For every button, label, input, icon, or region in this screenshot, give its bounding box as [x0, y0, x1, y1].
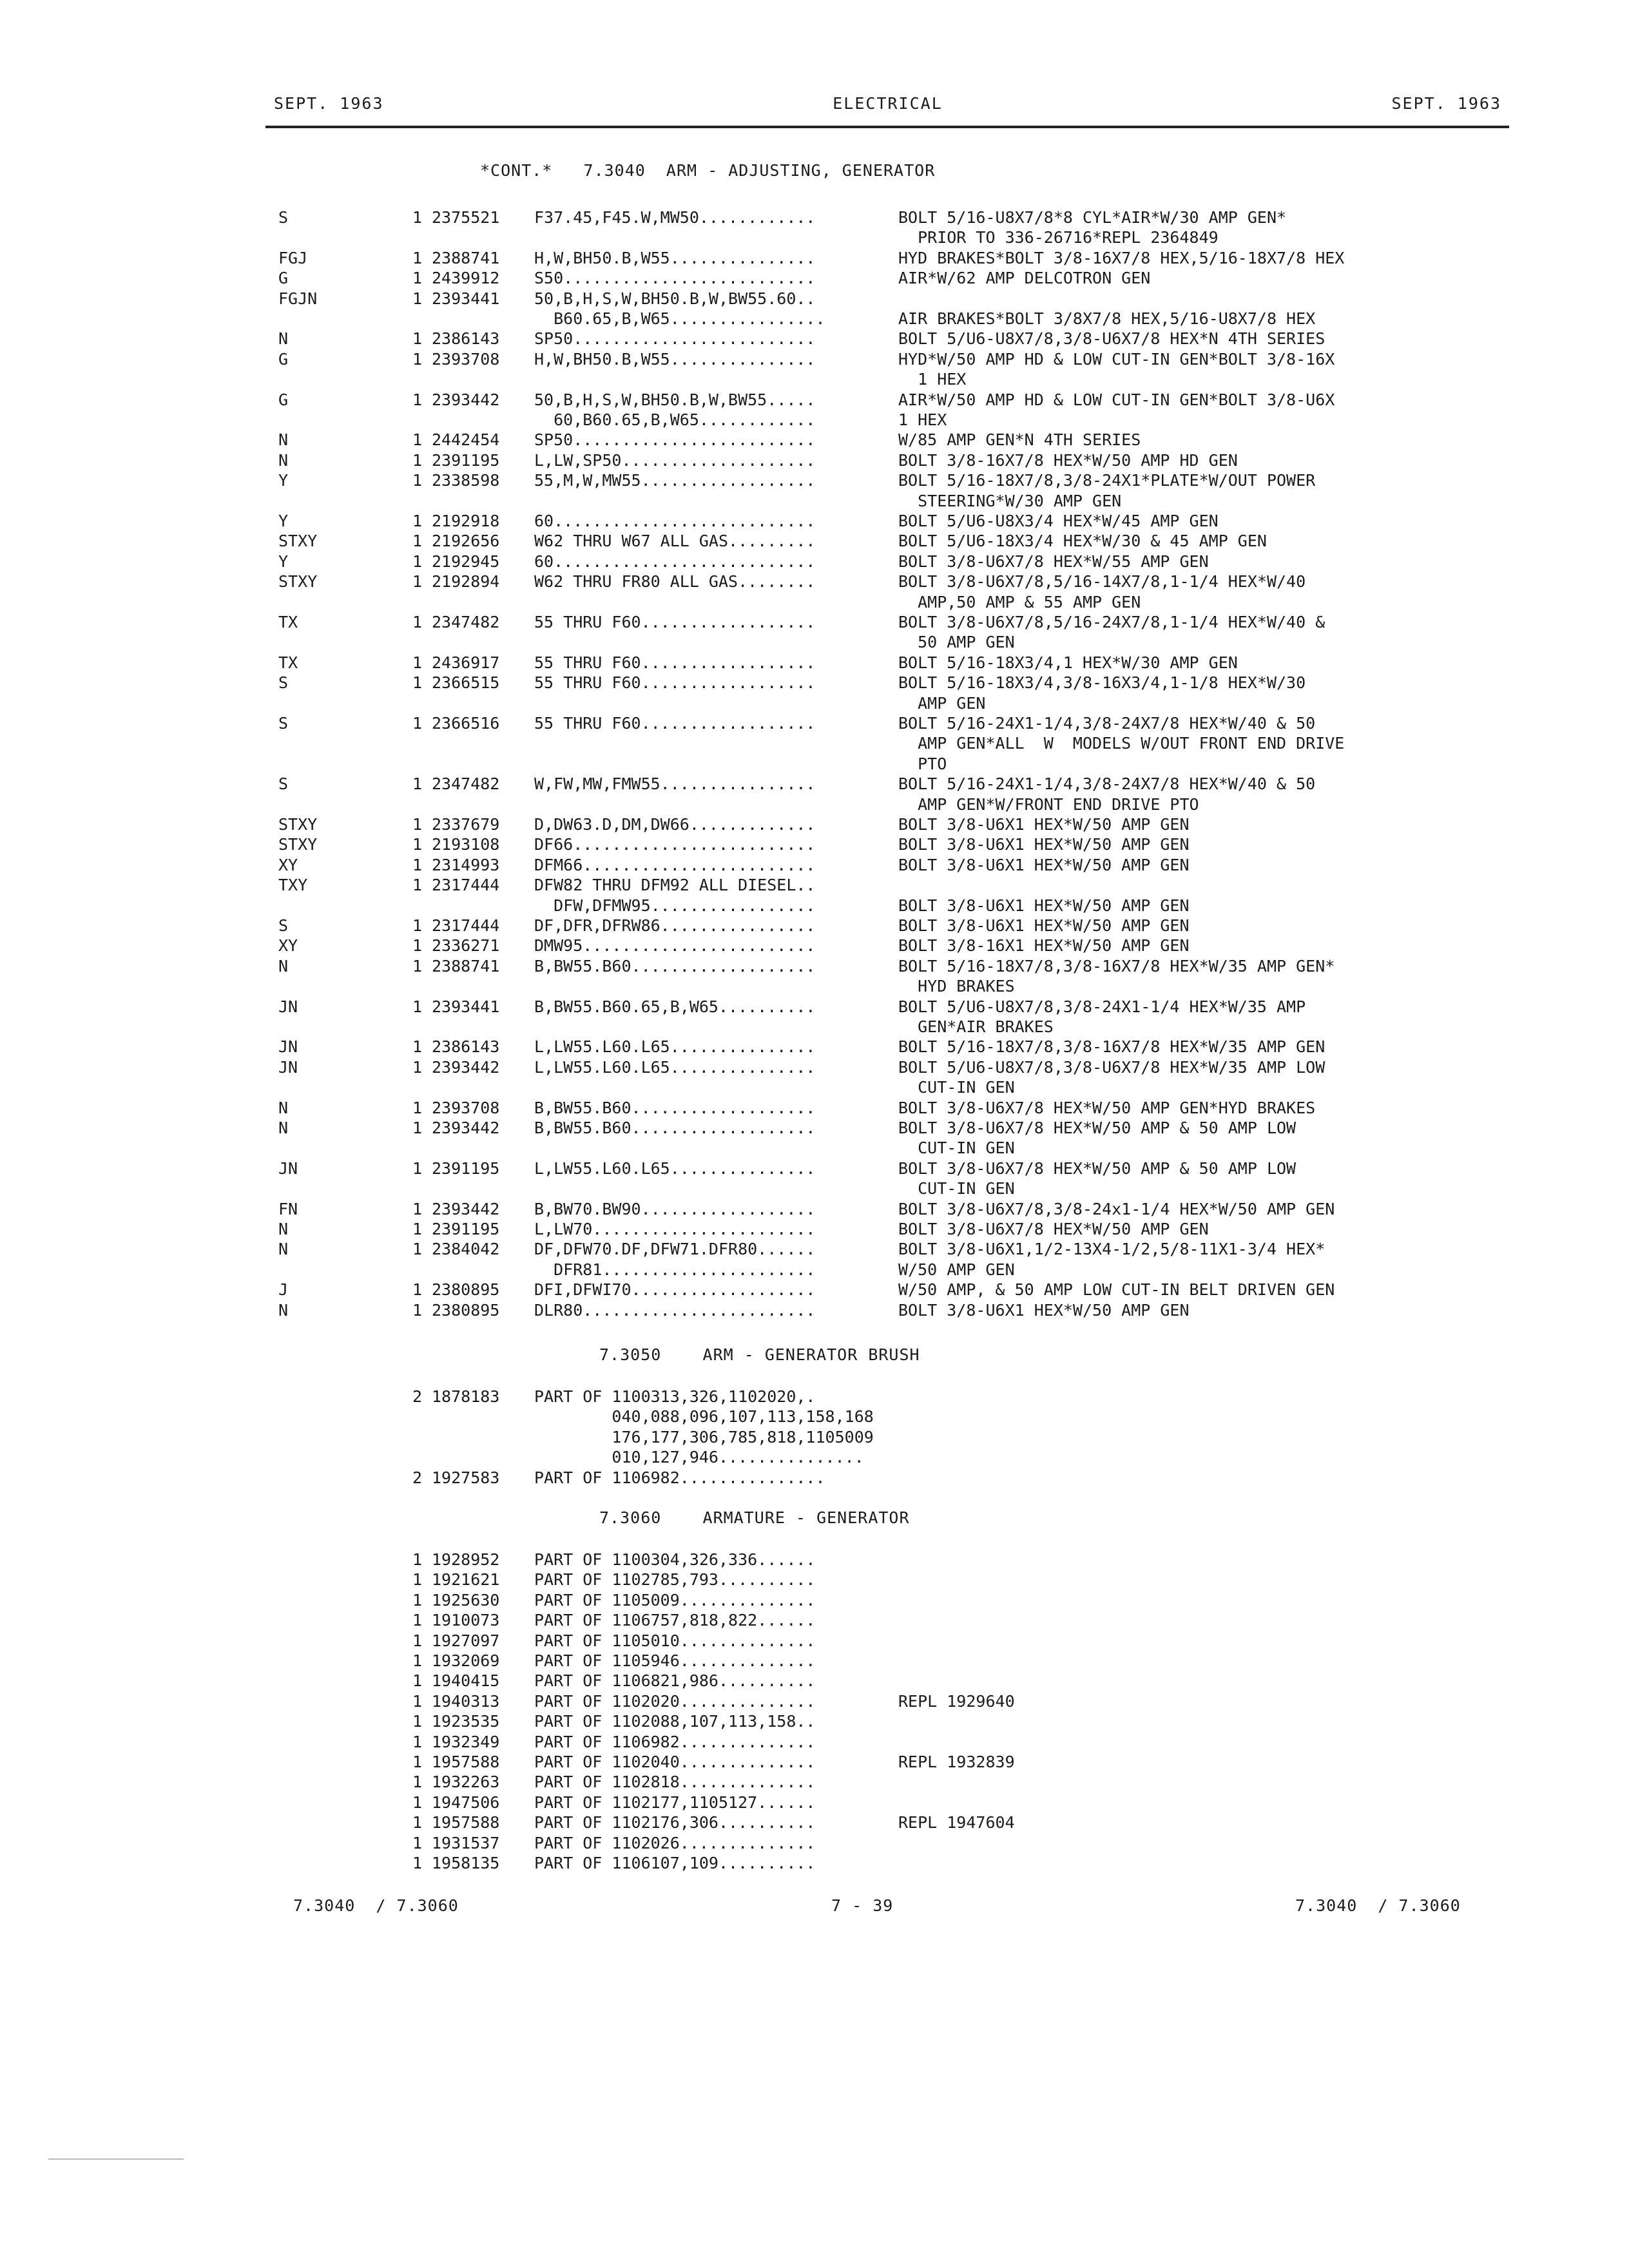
page-number: 7 - 39: [831, 1896, 894, 1915]
description: 1 HEX: [898, 370, 967, 389]
model-code: JN: [278, 1159, 298, 1178]
description: BOLT 3/8-U6X1 HEX*W/50 AMP GEN: [898, 1301, 1190, 1320]
quantity: 1: [412, 329, 423, 348]
description: BOLT 5/16-24X1-1/4,3/8-24X7/8 HEX*W/40 & 50: [898, 774, 1316, 793]
header-date-left: SEPT. 1963: [274, 94, 384, 113]
quantity: 1: [412, 1753, 423, 1771]
quantity: 1: [412, 1793, 423, 1812]
quantity: 1: [412, 552, 423, 571]
application: PART OF 1102785,793..........: [534, 1570, 816, 1589]
application: PART OF 1105009..............: [534, 1591, 816, 1610]
part-number: 1928952: [432, 1550, 500, 1569]
quantity: 1: [412, 1692, 423, 1711]
application: DF66.........................: [534, 835, 816, 854]
application: PART OF 1102040..............: [534, 1753, 816, 1771]
model-code: J: [278, 1280, 289, 1299]
application: D,DW63.D,DM,DW66.............: [534, 815, 816, 834]
part-number: 2366515: [432, 673, 500, 692]
application: 60...........................: [534, 552, 816, 571]
description: BOLT 3/8-U6X7/8,3/8-24x1-1/4 HEX*W/50 AMP GEN: [898, 1200, 1335, 1218]
part-number: 1940415: [432, 1671, 500, 1690]
quantity: 1: [412, 249, 423, 267]
description: BOLT 3/8-U6X1 HEX*W/50 AMP GEN: [898, 916, 1190, 935]
model-code: XY: [278, 936, 298, 955]
model-code: FGJN: [278, 289, 318, 308]
application: DLR80........................: [534, 1301, 816, 1320]
application: DFR81......................: [534, 1260, 816, 1279]
quantity: 1: [412, 653, 423, 672]
quantity: 1: [412, 936, 423, 955]
description: BOLT 3/8-U6X7/8 HEX*W/50 AMP GEN: [898, 1220, 1209, 1238]
quantity: 1: [412, 1240, 423, 1258]
part-number: 1927097: [432, 1631, 500, 1650]
part-number: 1910073: [432, 1611, 500, 1629]
part-number: 2347482: [432, 613, 500, 631]
model-code: Y: [278, 512, 289, 530]
description: BOLT 3/8-U6X1 HEX*W/50 AMP GEN: [898, 835, 1190, 854]
quantity: 1: [412, 1712, 423, 1731]
application: PART OF 1102026..............: [534, 1834, 816, 1852]
part-number: 2337679: [432, 815, 500, 834]
application: W,FW,MW,FMW55................: [534, 774, 816, 793]
quantity: 2: [412, 1468, 423, 1487]
quantity: 1: [412, 572, 423, 591]
section-title: 7.3050 ARM - GENERATOR BRUSH: [599, 1345, 920, 1364]
model-code: S: [278, 774, 289, 793]
model-code: JN: [278, 1058, 298, 1077]
description: BOLT 3/8-U6X7/8,5/16-24X7/8,1-1/4 HEX*W/40 &: [898, 613, 1325, 631]
quantity: 1: [412, 1220, 423, 1238]
part-number: 1957588: [432, 1753, 500, 1771]
header-rule: [265, 126, 1509, 128]
part-number: 2391195: [432, 451, 500, 470]
application: W62 THRU W67 ALL GAS.........: [534, 532, 816, 550]
model-code: N: [278, 329, 289, 348]
quantity: 1: [412, 1159, 423, 1178]
scan-mark: [48, 2158, 184, 2160]
description: BOLT 5/16-18X7/8,3/8-16X7/8 HEX*W/35 AMP GEN: [898, 1037, 1325, 1056]
part-number: 1957588: [432, 1813, 500, 1832]
model-code: STXY: [278, 532, 318, 550]
description: BOLT 3/8-U6X1 HEX*W/50 AMP GEN: [898, 896, 1190, 915]
model-code: FN: [278, 1200, 298, 1218]
quantity: 1: [412, 1813, 423, 1832]
application: DMW95........................: [534, 936, 816, 955]
application: PART OF 1102818..............: [534, 1773, 816, 1791]
description: PRIOR TO 336-26716*REPL 2364849: [898, 228, 1219, 247]
application: 50,B,H,S,W,BH50.B,W,BW55.....: [534, 390, 816, 409]
application: DFI,DFWI70...................: [534, 1280, 816, 1299]
description: BOLT 3/8-U6X7/8 HEX*W/50 AMP & 50 AMP LOW: [898, 1119, 1296, 1137]
quantity: 1: [412, 289, 423, 308]
description: AIR BRAKES*BOLT 3/8X7/8 HEX,5/16-U8X7/8 HEX: [898, 309, 1316, 328]
application: 60,B60.65,B,W65............: [534, 410, 816, 429]
part-number: 2317444: [432, 916, 500, 935]
part-number: 2436917: [432, 653, 500, 672]
part-number: 2391195: [432, 1220, 500, 1238]
quantity: 1: [412, 390, 423, 409]
model-code: S: [278, 916, 289, 935]
section-title: 7.3060 ARMATURE - GENERATOR: [599, 1508, 910, 1527]
quantity: 1: [412, 1631, 423, 1650]
description: 1 HEX: [898, 410, 947, 429]
part-number: 1921621: [432, 1570, 500, 1589]
model-code: N: [278, 1099, 289, 1117]
description: BOLT 3/8-U6X1 HEX*W/50 AMP GEN: [898, 815, 1190, 834]
description: AMP GEN: [898, 694, 986, 713]
description: BOLT 3/8-U6X1,1/2-13X4-1/2,5/8-11X1-3/4 HEX*: [898, 1240, 1325, 1258]
description: BOLT 5/U6-U8X7/8,3/8-U6X7/8 HEX*N 4TH SERIES: [898, 329, 1325, 348]
application: L,LW70.......................: [534, 1220, 816, 1238]
header-date-right: SEPT. 1963: [1391, 94, 1501, 113]
description: AIR*W/62 AMP DELCOTRON GEN: [898, 269, 1151, 287]
application: 50,B,H,S,W,BH50.B,W,BW55.60..: [534, 289, 816, 308]
application: 55 THRU F60..................: [534, 613, 816, 631]
application: L,LW55.L60.L65...............: [534, 1058, 816, 1077]
model-code: N: [278, 1119, 289, 1137]
quantity: 1: [412, 208, 423, 227]
part-number: 2393442: [432, 1200, 500, 1218]
quantity: 1: [412, 774, 423, 793]
application: H,W,BH50.B,W55...............: [534, 350, 816, 369]
model-code: JN: [278, 1037, 298, 1056]
description: BOLT 5/16-18X3/4,1 HEX*W/30 AMP GEN: [898, 653, 1238, 672]
part-number: 2393708: [432, 350, 500, 369]
application: 55 THRU F60..................: [534, 673, 816, 692]
description: BOLT 5/16-18X7/8,3/8-24X1*PLATE*W/OUT POWER: [898, 471, 1316, 490]
model-code: S: [278, 714, 289, 733]
model-code: S: [278, 208, 289, 227]
model-code: N: [278, 957, 289, 975]
description: W/85 AMP GEN*N 4TH SERIES: [898, 430, 1141, 449]
part-number: 2384042: [432, 1240, 500, 1258]
part-number: 1932069: [432, 1651, 500, 1670]
part-number: 2393708: [432, 1099, 500, 1117]
quantity: 1: [412, 1733, 423, 1751]
quantity: 1: [412, 1550, 423, 1569]
section-title: *CONT.* 7.3040 ARM - ADJUSTING, GENERATOR: [480, 161, 936, 180]
model-code: STXY: [278, 572, 318, 591]
part-number: 2393441: [432, 997, 500, 1016]
application: 040,088,096,107,113,158,168: [534, 1407, 874, 1426]
header-section-title: ELECTRICAL: [833, 94, 943, 113]
part-number: 1932349: [432, 1733, 500, 1751]
part-number: 2388741: [432, 957, 500, 975]
application: 010,127,946...............: [534, 1448, 864, 1466]
model-code: N: [278, 1220, 289, 1238]
application: B,BW55.B60...................: [534, 957, 816, 975]
description: AIR*W/50 AMP HD & LOW CUT-IN GEN*BOLT 3/8-U6X: [898, 390, 1335, 409]
application: PART OF 1102088,107,113,158..: [534, 1712, 816, 1731]
application: F37.45,F45.W,MW50............: [534, 208, 816, 227]
quantity: 1: [412, 1037, 423, 1056]
description: CUT-IN GEN: [898, 1078, 1015, 1097]
part-number: 2388741: [432, 249, 500, 267]
quantity: 1: [412, 613, 423, 631]
application: 55 THRU F60..................: [534, 653, 816, 672]
description: CUT-IN GEN: [898, 1179, 1015, 1198]
part-number: 2386143: [432, 329, 500, 348]
application: PART OF 1102177,1105127......: [534, 1793, 816, 1812]
model-code: Y: [278, 552, 289, 571]
description: BOLT 3/8-U6X7/8 HEX*W/55 AMP GEN: [898, 552, 1209, 571]
application: L,LW55.L60.L65...............: [534, 1159, 816, 1178]
application: PART OF 1102176,306..........: [534, 1813, 816, 1832]
part-number: 1925630: [432, 1591, 500, 1610]
quantity: 1: [412, 1773, 423, 1791]
quantity: 1: [412, 856, 423, 874]
model-code: TX: [278, 613, 298, 631]
application: PART OF 1100304,326,336......: [534, 1550, 816, 1569]
model-code: S: [278, 673, 289, 692]
model-code: N: [278, 451, 289, 470]
application: W62 THRU FR80 ALL GAS........: [534, 572, 816, 591]
part-number: 2380895: [432, 1301, 500, 1320]
part-number: 1932263: [432, 1773, 500, 1791]
part-number: 2192656: [432, 532, 500, 550]
quantity: 1: [412, 997, 423, 1016]
part-number: 2393441: [432, 289, 500, 308]
description: REPL 1947604: [898, 1813, 1015, 1832]
application: B,BW55.B60...................: [534, 1119, 816, 1137]
application: DFM66........................: [534, 856, 816, 874]
description: STEERING*W/30 AMP GEN: [898, 492, 1122, 510]
part-number: 2336271: [432, 936, 500, 955]
application: DF,DFR,DFRW86................: [534, 916, 816, 935]
application: DF,DFW70.DF,DFW71.DFR80......: [534, 1240, 816, 1258]
quantity: 1: [412, 1119, 423, 1137]
page-footer: [0, 1896, 1629, 1918]
application: L,LW55.L60.L65...............: [534, 1037, 816, 1056]
description: BOLT 3/8-16X1 HEX*W/50 AMP GEN: [898, 936, 1190, 955]
description: AMP,50 AMP & 55 AMP GEN: [898, 593, 1141, 611]
description: BOLT 5/16-18X7/8,3/8-16X7/8 HEX*W/35 AMP GEN*: [898, 957, 1335, 975]
application: PART OF 1106821,986..........: [534, 1671, 816, 1690]
quantity: 1: [412, 1854, 423, 1872]
description: 50 AMP GEN: [898, 633, 1015, 651]
description: AMP GEN*ALL W MODELS W/OUT FRONT END DRIVE: [898, 734, 1345, 753]
quantity: 1: [412, 876, 423, 894]
model-code: TX: [278, 653, 298, 672]
model-code: G: [278, 350, 289, 369]
model-code: STXY: [278, 835, 318, 854]
quantity: 1: [412, 532, 423, 550]
description: BOLT 3/8-U6X7/8 HEX*W/50 AMP & 50 AMP LOW: [898, 1159, 1296, 1178]
application: 55 THRU F60..................: [534, 714, 816, 733]
footer-range-left: 7.3040 / 7.3060: [293, 1896, 459, 1915]
application: PART OF 1106982..............: [534, 1733, 816, 1751]
application: B,BW55.B60.65,B,W65..........: [534, 997, 816, 1016]
model-code: TXY: [278, 876, 308, 894]
quantity: 1: [412, 1058, 423, 1077]
part-number: 2347482: [432, 774, 500, 793]
quantity: 1: [412, 350, 423, 369]
description: REPL 1932839: [898, 1753, 1015, 1771]
part-number: 2393442: [432, 1058, 500, 1077]
quantity: 1: [412, 1834, 423, 1852]
part-number: 2192894: [432, 572, 500, 591]
quantity: 1: [412, 815, 423, 834]
description: BOLT 5/16-U8X7/8*8 CYL*AIR*W/30 AMP GEN*: [898, 208, 1287, 227]
description: HYD*W/50 AMP HD & LOW CUT-IN GEN*BOLT 3/8-16X: [898, 350, 1335, 369]
model-code: JN: [278, 997, 298, 1016]
quantity: 1: [412, 430, 423, 449]
part-number: 1878183: [432, 1387, 500, 1406]
description: BOLT 5/U6-U8X7/8,3/8-U6X7/8 HEX*W/35 AMP LOW: [898, 1058, 1325, 1077]
application: B,BW55.B60...................: [534, 1099, 816, 1117]
description: HYD BRAKES: [898, 977, 1015, 995]
description: REPL 1929640: [898, 1692, 1015, 1711]
model-code: N: [278, 1301, 289, 1320]
description: CUT-IN GEN: [898, 1139, 1015, 1157]
model-code: Y: [278, 471, 289, 490]
description: BOLT 5/16-24X1-1/4,3/8-24X7/8 HEX*W/40 & 50: [898, 714, 1316, 733]
quantity: 1: [412, 1301, 423, 1320]
application: PART OF 1102020..............: [534, 1692, 816, 1711]
footer-range-right: 7.3040 / 7.3060: [1295, 1896, 1461, 1915]
part-number: 2380895: [432, 1280, 500, 1299]
part-number: 2439912: [432, 269, 500, 287]
part-number: 2193108: [432, 835, 500, 854]
description: BOLT 3/8-16X7/8 HEX*W/50 AMP HD GEN: [898, 451, 1238, 470]
quantity: 1: [412, 1200, 423, 1218]
part-number: 1931537: [432, 1834, 500, 1852]
part-number: 1927583: [432, 1468, 500, 1487]
description: HYD BRAKES*BOLT 3/8-16X7/8 HEX,5/16-18X7/8 HEX: [898, 249, 1345, 267]
part-number: 2366516: [432, 714, 500, 733]
quantity: 1: [412, 269, 423, 287]
quantity: 2: [412, 1387, 423, 1406]
model-code: N: [278, 1240, 289, 1258]
description: BOLT 5/16-18X3/4,3/8-16X3/4,1-1/8 HEX*W/30: [898, 673, 1306, 692]
application: SP50.........................: [534, 430, 816, 449]
quantity: 1: [412, 916, 423, 935]
quantity: 1: [412, 1099, 423, 1117]
model-code: FGJ: [278, 249, 308, 267]
description: BOLT 3/8-U6X1 HEX*W/50 AMP GEN: [898, 856, 1190, 874]
description: BOLT 3/8-U6X7/8,5/16-14X7/8,1-1/4 HEX*W/40: [898, 572, 1306, 591]
part-number: 1958135: [432, 1854, 500, 1872]
quantity: 1: [412, 1611, 423, 1629]
description: AMP GEN*W/FRONT END DRIVE PTO: [898, 795, 1199, 814]
part-number: 2192918: [432, 512, 500, 530]
quantity: 1: [412, 512, 423, 530]
model-code: G: [278, 390, 289, 409]
application: DFW82 THRU DFM92 ALL DIESEL..: [534, 876, 816, 894]
model-code: N: [278, 430, 289, 449]
quantity: 1: [412, 1651, 423, 1670]
quantity: 1: [412, 1570, 423, 1589]
quantity: 1: [412, 451, 423, 470]
application: SP50.........................: [534, 329, 816, 348]
quantity: 1: [412, 1671, 423, 1690]
description: BOLT 5/U6-18X3/4 HEX*W/30 & 45 AMP GEN: [898, 532, 1267, 550]
application: PART OF 1105010..............: [534, 1631, 816, 1650]
application: 55,M,W,MW55..................: [534, 471, 816, 490]
model-code: XY: [278, 856, 298, 874]
application: B60.65,B,W65................: [534, 309, 825, 328]
application: DFW,DFMW95.................: [534, 896, 816, 915]
quantity: 1: [412, 471, 423, 490]
application: PART OF 1100313,326,1102020,.: [534, 1387, 816, 1406]
quantity: 1: [412, 957, 423, 975]
part-number: 2192945: [432, 552, 500, 571]
part-number: 2442454: [432, 430, 500, 449]
application: PART OF 1105946..............: [534, 1651, 816, 1670]
part-number: 2317444: [432, 876, 500, 894]
description: BOLT 3/8-U6X7/8 HEX*W/50 AMP GEN*HYD BRAKES: [898, 1099, 1316, 1117]
model-code: STXY: [278, 815, 318, 834]
application: PART OF 1106107,109..........: [534, 1854, 816, 1872]
part-number: 2393442: [432, 1119, 500, 1137]
part-number: 2314993: [432, 856, 500, 874]
quantity: 1: [412, 714, 423, 733]
part-number: 1923535: [432, 1712, 500, 1731]
application: 60...........................: [534, 512, 816, 530]
description: BOLT 5/U6-U8X7/8,3/8-24X1-1/4 HEX*W/35 AMP: [898, 997, 1306, 1016]
part-number: 2338598: [432, 471, 500, 490]
application: PART OF 1106982...............: [534, 1468, 825, 1487]
application: PART OF 1106757,818,822......: [534, 1611, 816, 1629]
model-code: G: [278, 269, 289, 287]
page-header: [267, 94, 1508, 122]
description: W/50 AMP GEN: [898, 1260, 1015, 1279]
application: S50..........................: [534, 269, 816, 287]
quantity: 1: [412, 835, 423, 854]
part-number: 1947506: [432, 1793, 500, 1812]
description: BOLT 5/U6-U8X3/4 HEX*W/45 AMP GEN: [898, 512, 1219, 530]
part-number: 1940313: [432, 1692, 500, 1711]
part-number: 2375521: [432, 208, 500, 227]
part-number: 2393442: [432, 390, 500, 409]
application: H,W,BH50.B,W55...............: [534, 249, 816, 267]
application: 176,177,306,785,818,1105009: [534, 1428, 874, 1446]
description: W/50 AMP, & 50 AMP LOW CUT-IN BELT DRIVEN GEN: [898, 1280, 1335, 1299]
part-number: 2386143: [432, 1037, 500, 1056]
quantity: 1: [412, 673, 423, 692]
application: L,LW,SP50....................: [534, 451, 816, 470]
description: PTO: [898, 754, 947, 773]
description: GEN*AIR BRAKES: [898, 1017, 1054, 1036]
application: B,BW70.BW90..................: [534, 1200, 816, 1218]
quantity: 1: [412, 1280, 423, 1299]
part-number: 2391195: [432, 1159, 500, 1178]
quantity: 1: [412, 1591, 423, 1610]
